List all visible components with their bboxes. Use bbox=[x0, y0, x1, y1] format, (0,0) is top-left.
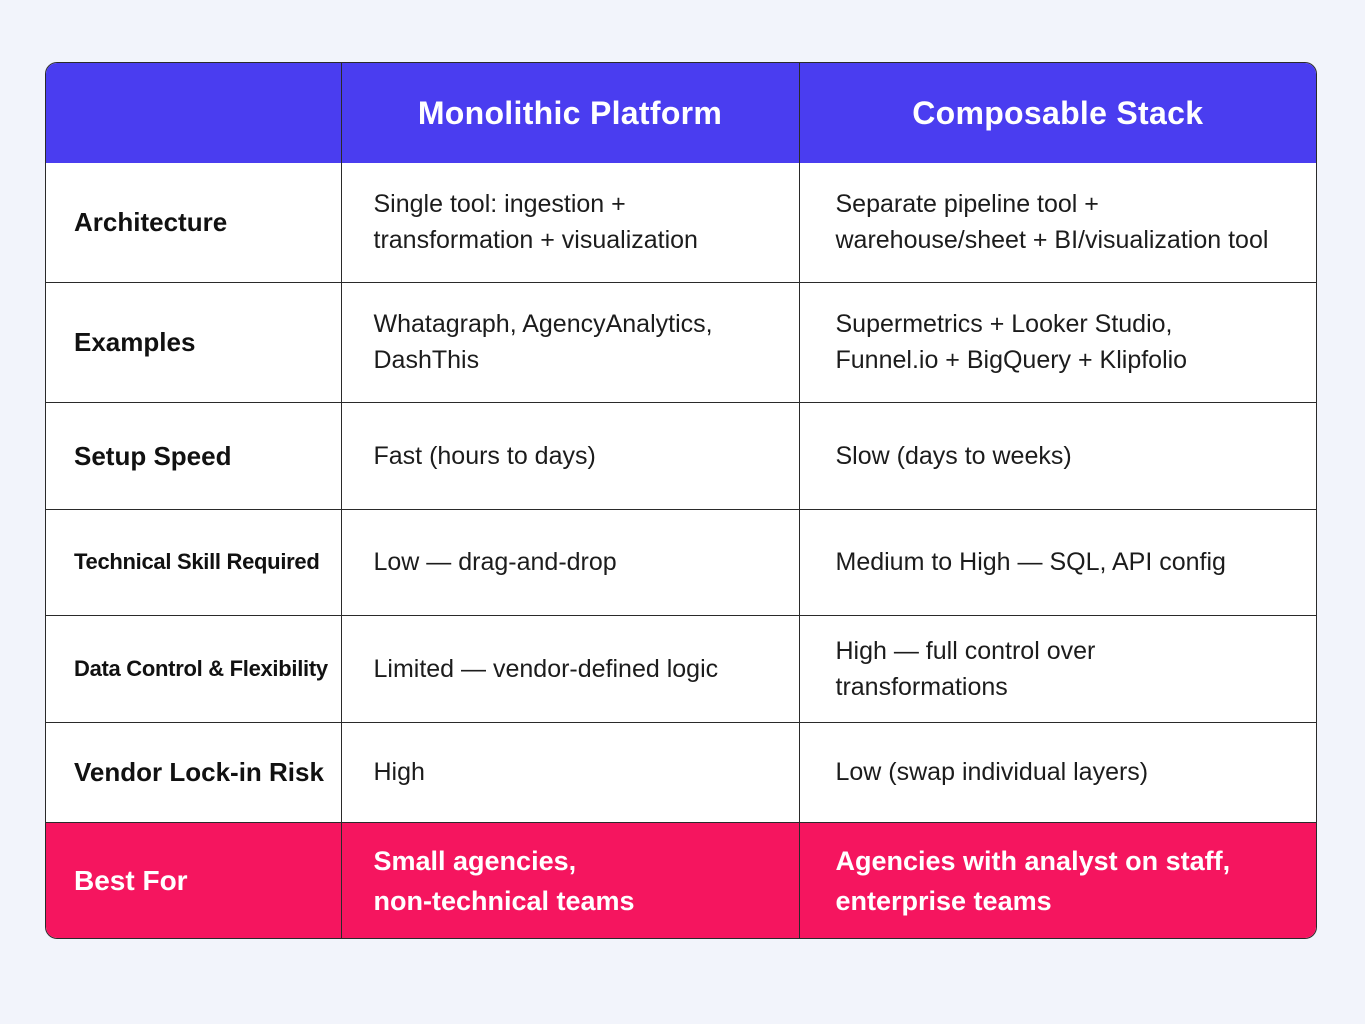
cell-text: High — full control over transformations bbox=[835, 636, 1096, 701]
cell-text: Medium to High — SQL, API config bbox=[835, 548, 1226, 576]
cell-monolithic-examples bbox=[341, 282, 799, 402]
row-label-data-control: Data Control & Flexibility bbox=[46, 615, 341, 722]
cell-monolithic-setup-speed bbox=[341, 402, 799, 509]
table-header-row bbox=[46, 63, 1316, 163]
cell-monolithic-architecture bbox=[341, 163, 799, 282]
row-label-setup-speed: Setup Speed bbox=[46, 402, 341, 509]
cell-composable-technical-skill bbox=[799, 509, 1316, 615]
cell-text: Small agencies, non-technical teams bbox=[373, 846, 635, 917]
header-corner-cell bbox=[46, 63, 341, 163]
cell-text: Agencies with analyst on staff, enterprise teams bbox=[835, 846, 1231, 917]
comparison-table bbox=[46, 63, 1316, 939]
table-row-best-for bbox=[46, 822, 1316, 939]
cell-composable-vendor-lock-in bbox=[799, 722, 1316, 822]
cell-text: Low (swap individual layers) bbox=[835, 758, 1149, 786]
table-row-architecture bbox=[46, 163, 1316, 282]
cell-composable-architecture bbox=[799, 163, 1316, 282]
row-label-technical-skill: Technical Skill Required bbox=[46, 509, 341, 615]
table-row-setup-speed bbox=[46, 402, 1316, 509]
cell-text: Whatagraph, AgencyAnalytics, DashThis bbox=[373, 310, 713, 374]
table-row-vendor-lock-in bbox=[46, 722, 1316, 822]
cell-text: Slow (days to weeks) bbox=[835, 441, 1072, 470]
cell-composable-examples bbox=[799, 282, 1316, 402]
cell-text: High bbox=[373, 758, 425, 786]
comparison-table-card bbox=[45, 62, 1317, 939]
row-label-best-for: Best For bbox=[46, 822, 341, 939]
cell-text: Fast (hours to days) bbox=[373, 441, 596, 470]
cell-composable-best-for bbox=[799, 822, 1316, 939]
cell-text: Limited — vendor-defined logic bbox=[373, 654, 719, 683]
cell-monolithic-data-control bbox=[341, 615, 799, 722]
table-row-data-control bbox=[46, 615, 1316, 722]
cell-text: Single tool: ingestion + transformation + visualization bbox=[373, 190, 698, 255]
header-composable-stack: Composable Stack bbox=[799, 63, 1316, 163]
row-label-vendor-lock-in: Vendor Lock-in Risk bbox=[46, 722, 341, 822]
row-label-architecture: Architecture bbox=[46, 163, 341, 282]
cell-text: Separate pipeline tool + warehouse/sheet + BI/visualization tool bbox=[835, 190, 1269, 255]
cell-monolithic-best-for bbox=[341, 822, 799, 939]
cell-text: Supermetrics + Looker Studio, Funnel.io + BigQuery + Klipfolio bbox=[835, 310, 1188, 374]
header-monolithic-platform: Monolithic Platform bbox=[341, 63, 799, 163]
table-row-examples bbox=[46, 282, 1316, 402]
cell-text: Low — drag-and-drop bbox=[373, 548, 617, 576]
cell-composable-setup-speed bbox=[799, 402, 1316, 509]
table-row-technical-skill bbox=[46, 509, 1316, 615]
row-label-examples: Examples bbox=[46, 282, 341, 402]
cell-composable-data-control bbox=[799, 615, 1316, 722]
cell-monolithic-technical-skill bbox=[341, 509, 799, 615]
cell-monolithic-vendor-lock-in bbox=[341, 722, 799, 822]
